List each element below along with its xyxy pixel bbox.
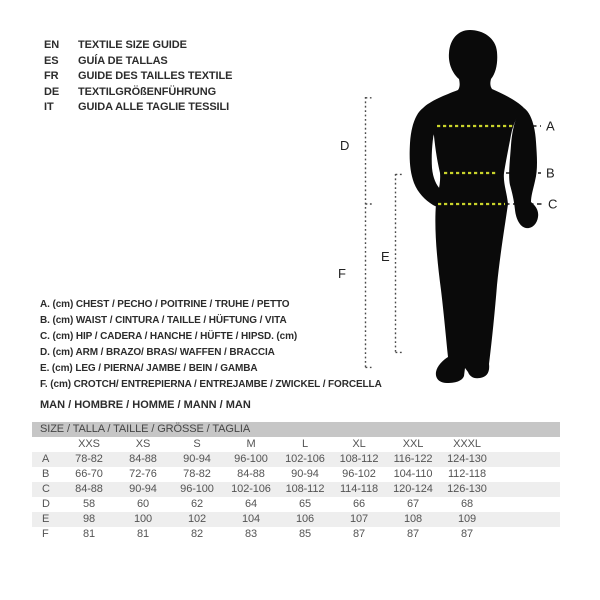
table-cell: 58 (82, 498, 96, 510)
table-cell: 60 (136, 498, 150, 510)
language-row (44, 54, 232, 70)
table-cell: 104 (241, 513, 261, 525)
size-column-label: L (301, 438, 309, 450)
table-cell: 64 (244, 498, 258, 510)
row-label: E (42, 513, 50, 525)
table-cell: 68 (460, 498, 474, 510)
title-language-block (44, 38, 232, 116)
measurement-legend-item: B. (cm) WAIST / CINTURA / TAILLE / HÜFTUNG / VITA (40, 315, 287, 326)
filler-cell (494, 467, 560, 482)
table-row (32, 482, 560, 497)
table-cell: 106 (295, 513, 315, 525)
table-cell: 108-112 (339, 453, 379, 465)
table-cell: 104-110 (393, 468, 433, 480)
size-column-label: S (193, 438, 201, 450)
table-cell: 84-88 (237, 468, 265, 480)
table-cell: 116-122 (393, 453, 433, 465)
row-label: D (42, 498, 50, 510)
size-column-label: XXL (402, 438, 424, 450)
table-row (32, 497, 560, 512)
filler-cell (494, 497, 560, 512)
table-cell: 90-94 (291, 468, 319, 480)
measurement-legend-item: E. (cm) LEG / PIERNA/ JAMBE / BEIN / GAMBA (40, 363, 258, 374)
table-cell: 108-112 (285, 483, 325, 495)
table-cell: 72-76 (129, 468, 157, 480)
table-row (32, 527, 560, 542)
size-columns-row (32, 437, 560, 452)
table-cell: 67 (406, 498, 420, 510)
table-cell: 108 (403, 513, 423, 525)
chest-marker-label: A (546, 118, 555, 134)
table-cell: 96-100 (234, 453, 268, 465)
table-cell: 100 (133, 513, 153, 525)
language-code: FR (44, 70, 59, 83)
table-cell: 90-94 (183, 453, 211, 465)
filler-cell (494, 452, 560, 467)
size-column-label: XXS (78, 438, 100, 450)
table-cell: 109 (457, 513, 477, 525)
table-row (32, 467, 560, 482)
table-row (32, 452, 560, 467)
table-cell: 83 (244, 528, 258, 540)
table-cell: 87 (352, 528, 366, 540)
waist-marker-label: B (546, 165, 555, 181)
table-cell: 96-100 (180, 483, 214, 495)
language-row (44, 85, 232, 101)
guide-title: TEXTILGRÖßENFÜHRUNG (78, 85, 217, 98)
language-row (44, 38, 232, 54)
language-code: EN (44, 39, 60, 51)
measurement-legend-item: F. (cm) CROTCH/ ENTREPIERNA / ENTREJAMBE / ZWICKEL / FORCELLA (40, 379, 382, 390)
man-silhouette (410, 30, 539, 383)
language-row (44, 100, 232, 116)
size-column-label: M (246, 438, 256, 450)
guide-title: GUÍA DE TALLAS (78, 54, 168, 67)
leg-marker-label: E (381, 249, 390, 264)
table-cell: 120-124 (393, 483, 433, 495)
size-column-label: XXXL (453, 438, 481, 450)
gender-heading: MAN / HOMBRE / HOMME / MANN / MAN (40, 399, 251, 411)
table-cell: 102-106 (285, 453, 325, 465)
table-cell: 78-82 (75, 453, 103, 465)
filler-cell (494, 437, 560, 452)
size-table-header: SIZE / TALLA / TAILLE / GRÖSSE / TAGLIA (32, 422, 560, 437)
table-cell: 65 (298, 498, 312, 510)
table-cell: 124-130 (447, 453, 487, 465)
table-cell: 81 (82, 528, 96, 540)
row-label: B (42, 468, 50, 480)
table-cell: 85 (298, 528, 312, 540)
table-cell: 102-106 (231, 483, 271, 495)
size-table (32, 422, 560, 542)
table-cell: 66 (352, 498, 366, 510)
table-cell: 90-94 (129, 483, 157, 495)
table-cell: 87 (406, 528, 420, 540)
table-row (32, 512, 560, 527)
measurement-legend-item: D. (cm) ARM / BRAZO/ BRAS/ WAFFEN / BRACCIA (40, 347, 275, 358)
filler-cell (494, 527, 560, 542)
row-label: C (42, 483, 50, 495)
table-cell: 96-102 (342, 468, 376, 480)
table-cell: 78-82 (183, 468, 211, 480)
row-label: A (42, 453, 50, 465)
table-cell: 102 (187, 513, 207, 525)
table-cell: 114-118 (339, 483, 379, 495)
arm-marker-label: D (340, 138, 350, 153)
table-cell: 126-130 (447, 483, 487, 495)
table-cell: 81 (136, 528, 150, 540)
language-code: ES (44, 54, 59, 67)
hip-marker-label: C (548, 196, 558, 212)
table-cell: 84-88 (129, 453, 157, 465)
language-row (44, 69, 232, 85)
crotch-marker-label: F (338, 266, 346, 281)
table-cell: 87 (460, 528, 474, 540)
guide-title: GUIDE DES TAILLES TEXTILE (78, 70, 233, 83)
language-code: DE (44, 85, 60, 98)
empty-cell (32, 437, 62, 452)
measurement-legend-item: C. (cm) HIP / CADERA / HANCHE / HÜFTE / HIPSD. (cm) (40, 331, 298, 342)
table-cell: 66-70 (75, 468, 103, 480)
table-cell: 107 (349, 513, 369, 525)
table-cell: 82 (190, 528, 204, 540)
filler-cell (494, 482, 560, 497)
language-code: IT (44, 101, 54, 114)
guide-title: GUIDA ALLE TAGLIE TESSILI (78, 101, 230, 114)
row-label: F (42, 528, 49, 540)
table-cell: 98 (82, 513, 96, 525)
table-cell: 112-118 (447, 468, 487, 480)
guide-title: TEXTILE SIZE GUIDE (78, 39, 187, 51)
table-cell: 84-88 (75, 483, 103, 495)
filler-cell (494, 512, 560, 527)
measurement-legend (40, 297, 382, 393)
table-cell: 62 (190, 498, 204, 510)
size-column-label: XL (352, 438, 366, 450)
size-column-label: XS (135, 438, 151, 450)
measurement-legend-item: A. (cm) CHEST / PECHO / POITRINE / TRUHE / PETTO (40, 299, 290, 310)
